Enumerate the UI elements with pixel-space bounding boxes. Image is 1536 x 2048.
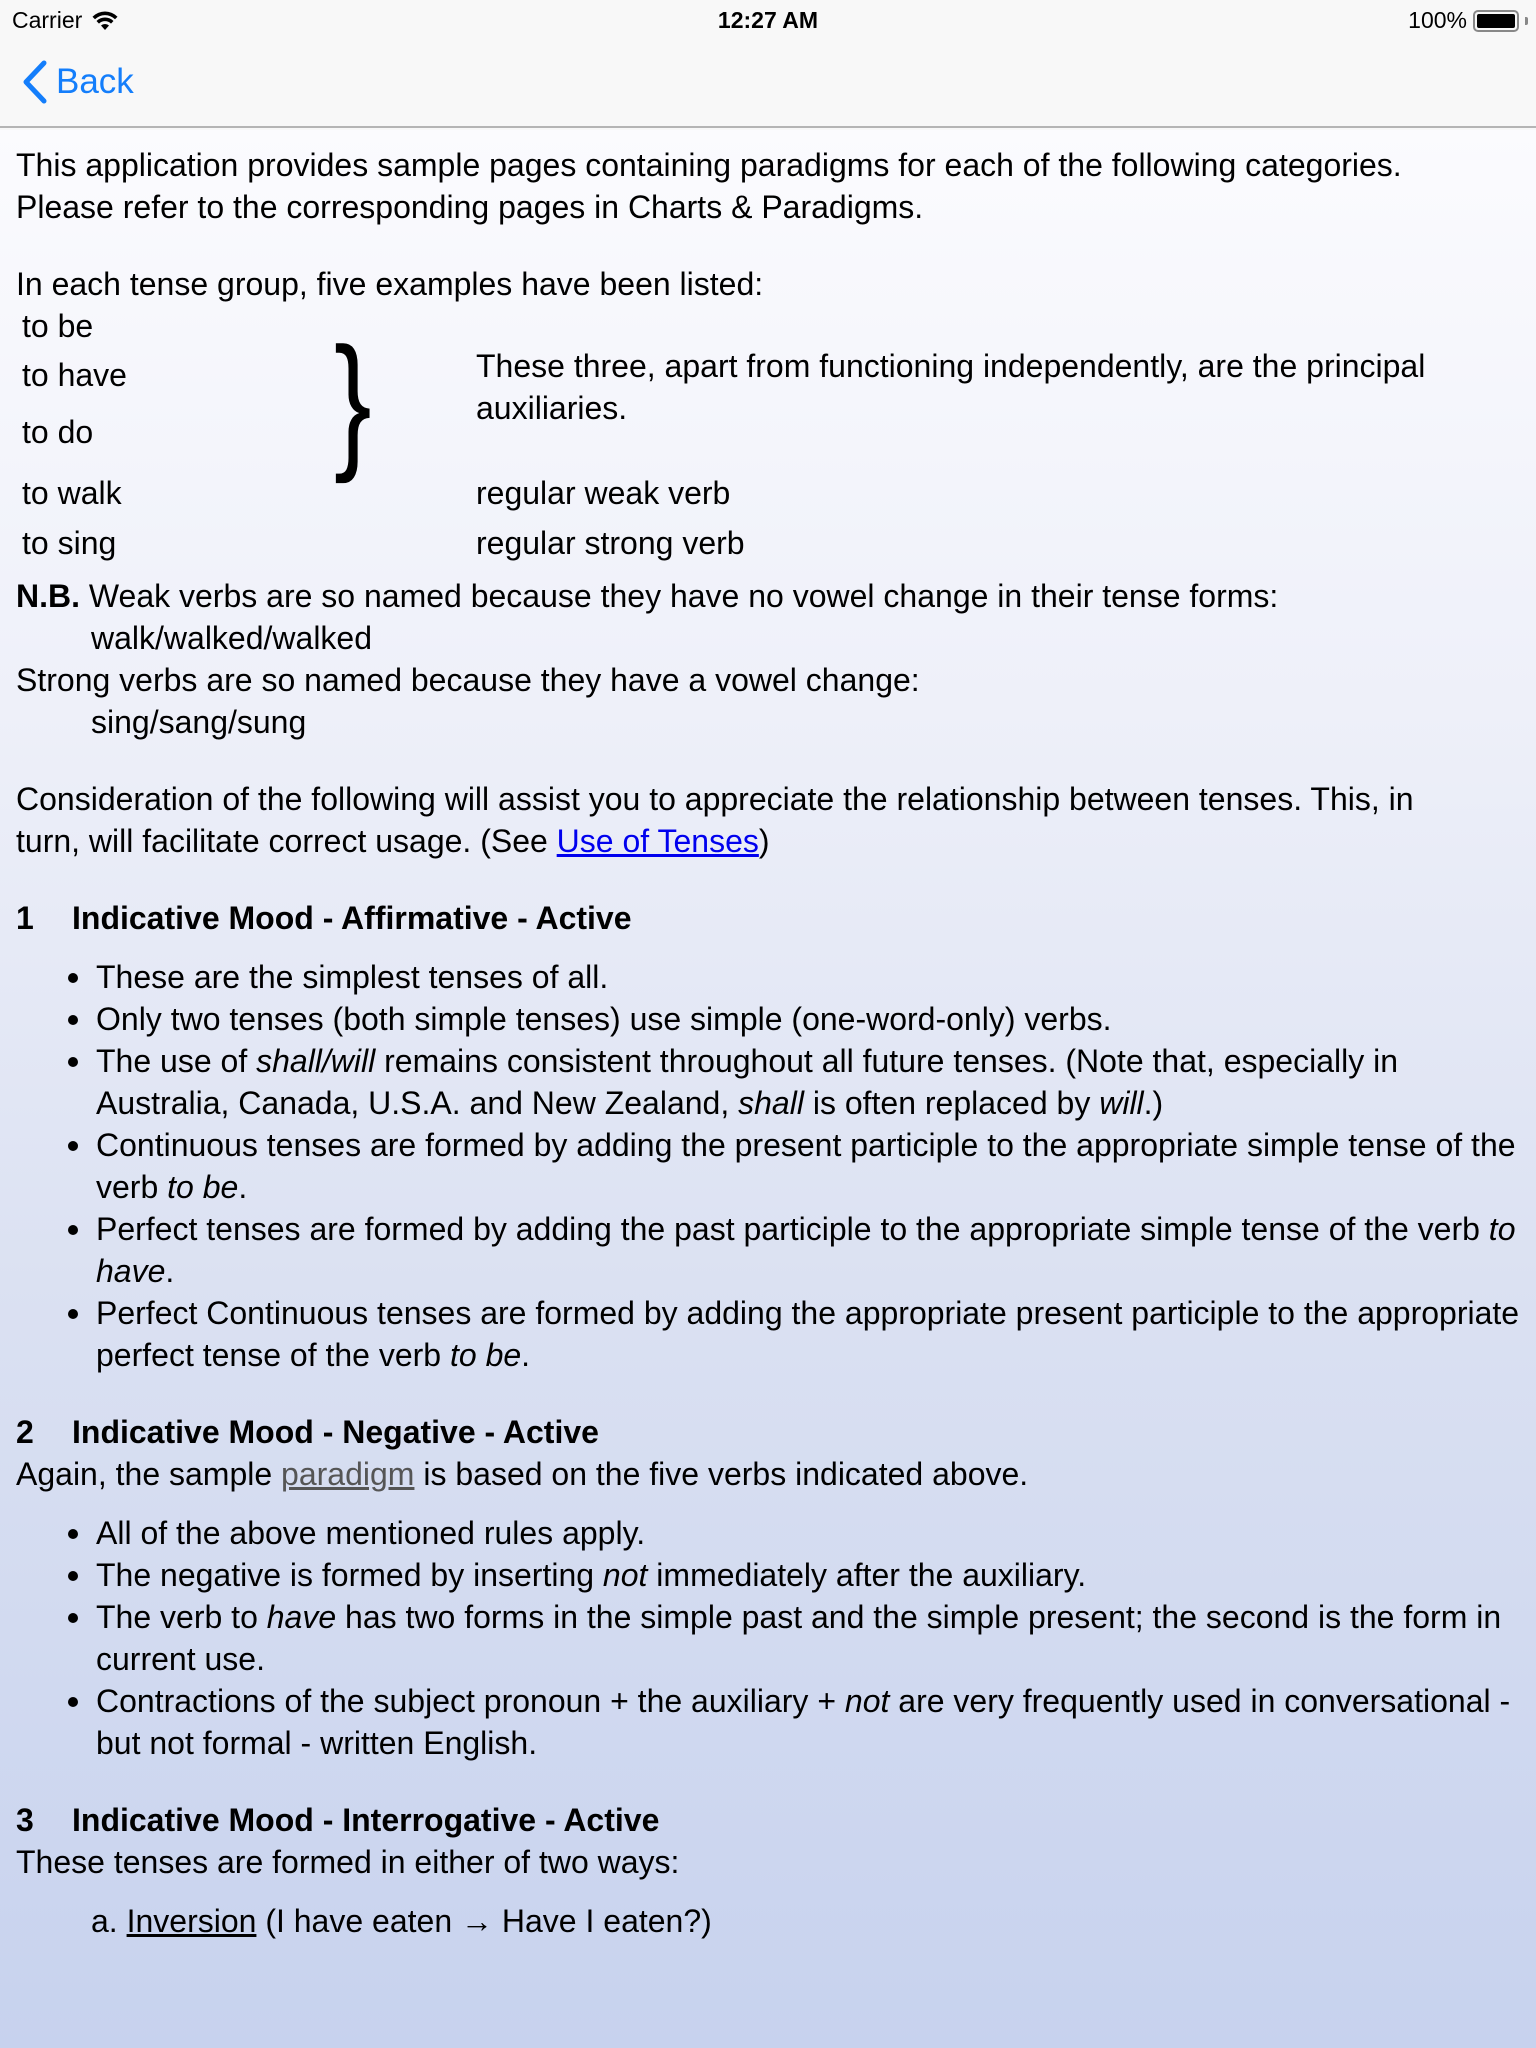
section-1-heading: 1 Indicative Mood - Affirmative - Active — [16, 900, 632, 936]
content-area[interactable] — [0, 130, 1536, 2048]
nb-label: N.B. — [16, 578, 80, 614]
verb-to-have: to have — [22, 357, 127, 393]
inversion-item: a. Inversion (I have eaten → Have I eaten?) — [91, 1903, 712, 1939]
section-3-intro: These tenses are formed in either of two ways: — [16, 1844, 680, 1880]
section-2-heading: 2 Indicative Mood - Negative - Active — [16, 1414, 599, 1450]
navigation-bar — [0, 40, 1536, 128]
inversion-link[interactable]: Inversion — [126, 1903, 257, 1939]
examples-lead: In each tense group, five examples have been listed: — [16, 266, 764, 302]
section-3-heading: 3 Indicative Mood - Interrogative - Active — [16, 1802, 660, 1838]
clock: 12:27 AM — [717, 7, 819, 33]
carrier-label: Carrier — [12, 7, 83, 33]
section-1-bullets — [16, 956, 1520, 1376]
status-bar — [0, 0, 1536, 40]
bullet-item: The use of shall/will remains consistent throughout all future tenses. (Note that, especially in Australia, Canada, U.S.A. and New Zealand, shall is often replaced by will.) — [96, 1040, 1520, 1124]
sing-note: regular strong verb — [476, 525, 745, 561]
section-2-intro: Again, the sample paradigm is based on the five verbs indicated above. — [16, 1456, 1029, 1492]
intro-line-2: Please refer to the corresponding pages in Charts & Paradigms. — [16, 189, 924, 225]
verb-to-do: to do — [22, 414, 94, 450]
back-button[interactable] — [22, 60, 134, 104]
auxiliary-note-line-1: These three, apart from functioning independently, are the principal — [476, 348, 1426, 384]
verb-examples — [16, 307, 1520, 575]
bullet-item: Perfect tenses are formed by adding the past participle to the appropriate simple tense of the verb to have. — [96, 1208, 1520, 1292]
bullet-item: Perfect Continuous tenses are formed by adding the appropriate present participle to the appropriate perfect tense of the verb to be. — [96, 1292, 1520, 1376]
consideration-line-2: turn, will facilitate correct usage. (See Use of Tenses) — [16, 823, 770, 859]
battery-icon — [1473, 10, 1519, 32]
nb-strong: Strong verbs are so named because they have a vowel change: — [16, 662, 920, 698]
battery-percent: 100% — [1408, 7, 1467, 33]
verb-to-be: to be — [22, 308, 94, 344]
bullet-item: The verb to have has two forms in the simple past and the simple present; the second is the form in current use. — [96, 1596, 1520, 1680]
back-label: Back — [56, 62, 134, 101]
verb-to-walk: to walk — [22, 475, 122, 511]
walk-note: regular weak verb — [476, 475, 731, 511]
verb-to-sing: to sing — [22, 525, 117, 561]
bullet-item: These are the simplest tenses of all. — [96, 956, 1520, 998]
strong-example: sing/sang/sung — [91, 704, 307, 740]
section-2-bullets — [16, 1512, 1520, 1764]
weak-example: walk/walked/walked — [91, 620, 373, 656]
bullet-item: All of the above mentioned rules apply. — [96, 1512, 1520, 1554]
bullet-item: Continuous tenses are formed by adding the present participle to the appropriate simple tense of the verb to be. — [96, 1124, 1520, 1208]
brace-icon: } — [334, 316, 372, 484]
bullet-item: The negative is formed by inserting not immediately after the auxiliary. — [96, 1554, 1520, 1596]
paradigm-link[interactable]: paradigm — [281, 1456, 415, 1492]
chevron-left-icon — [22, 60, 48, 104]
auxiliary-note-line-2: auxiliaries. — [476, 390, 628, 426]
use-of-tenses-link[interactable]: Use of Tenses — [556, 823, 759, 859]
nb-weak: N.B. Weak verbs are so named because they have no vowel change in their tense forms: — [16, 578, 1279, 614]
intro-line-1: This application provides sample pages containing paradigms for each of the following categories. — [16, 147, 1402, 183]
consideration-line-1: Consideration of the following will assist you to appreciate the relationship between tenses. This, in — [16, 781, 1414, 817]
battery-indicator — [1408, 7, 1528, 34]
bullet-item: Contractions of the subject pronoun + the auxiliary + not are very frequently used in conversational - but not formal - written English. — [96, 1680, 1520, 1764]
bullet-item: Only two tenses (both simple tenses) use simple (one-word-only) verbs. — [96, 998, 1520, 1040]
